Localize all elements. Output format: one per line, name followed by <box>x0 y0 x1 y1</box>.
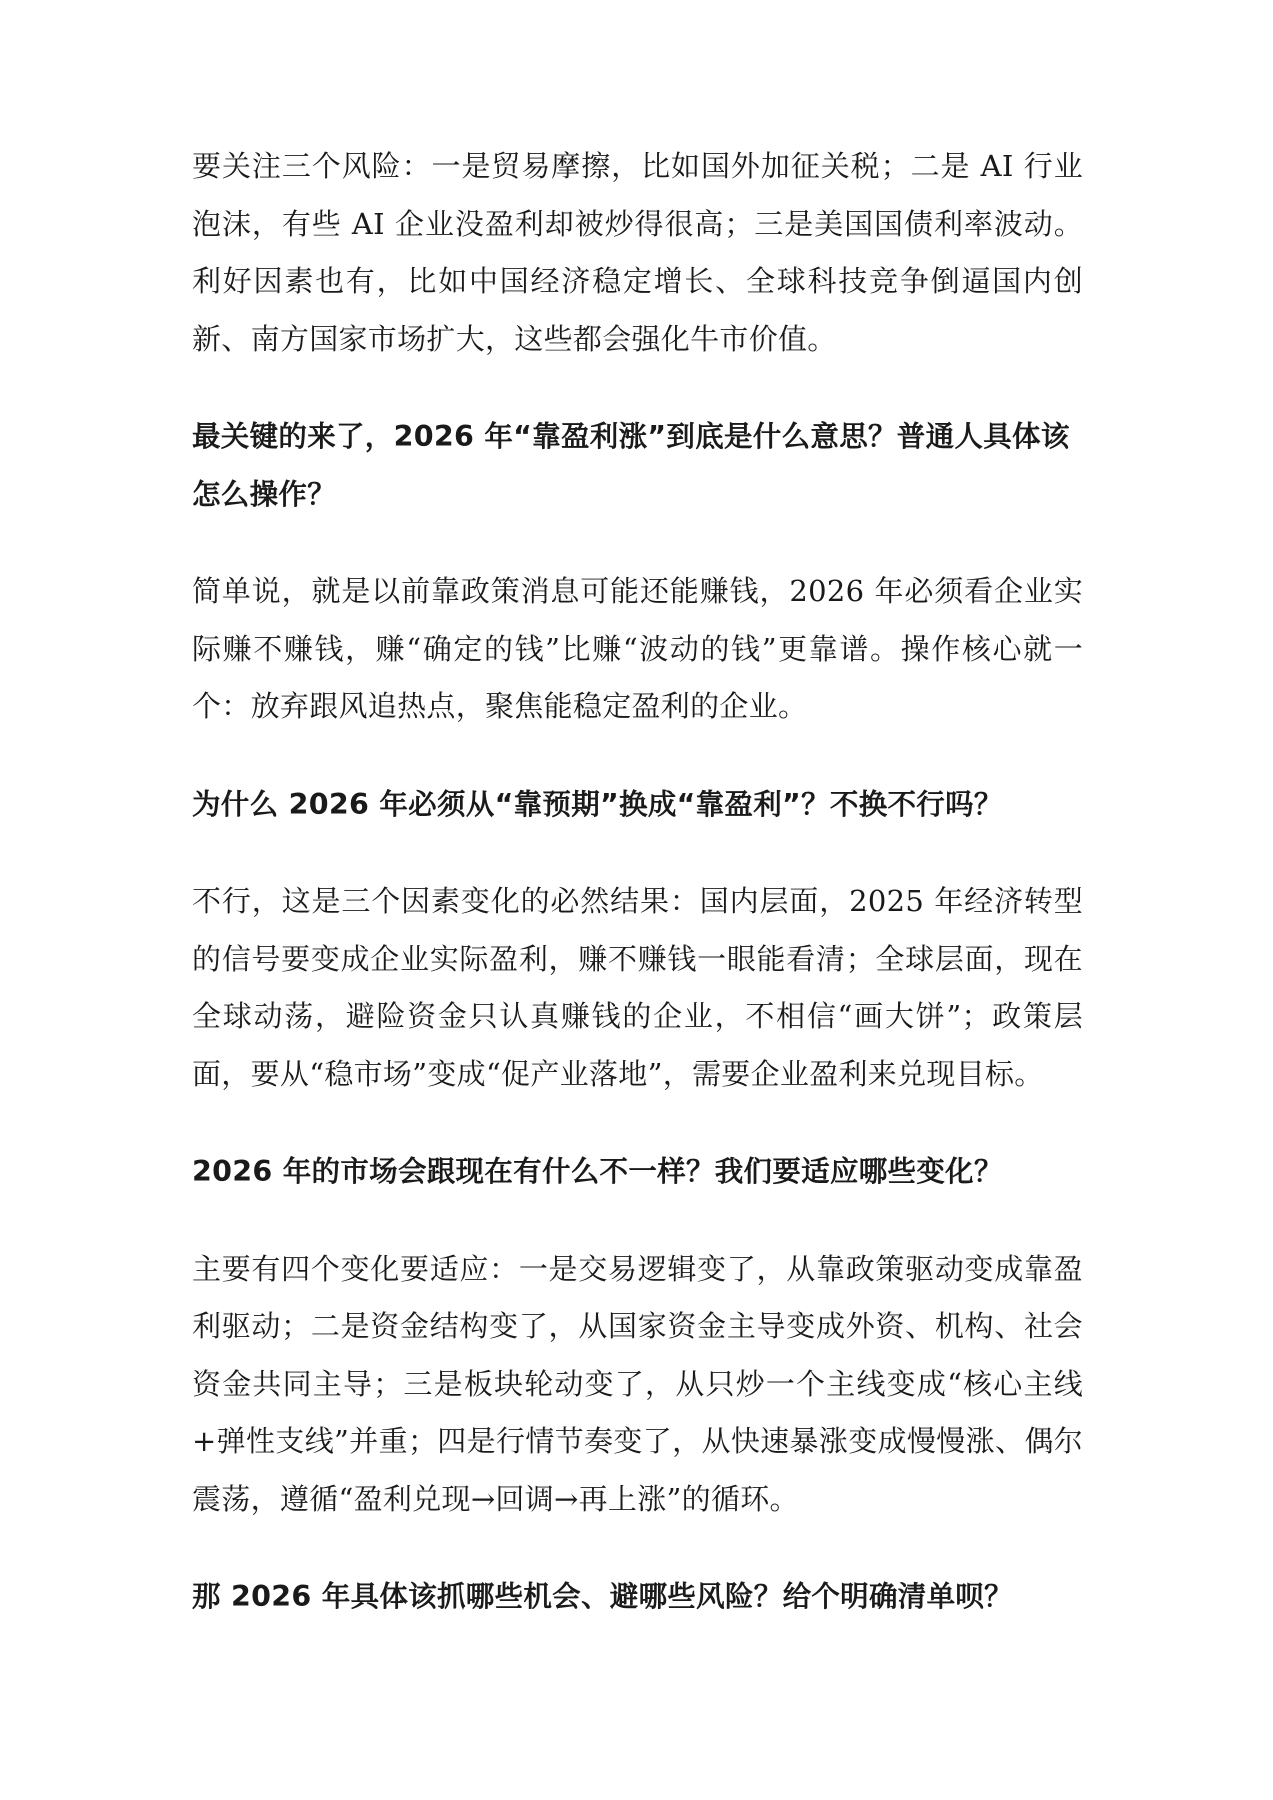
question-heading-2: 为什么 2026 年必须从“靠预期”换成“靠盈利”？不换不行吗？ <box>192 787 1003 821</box>
answer-paragraph-3: 主要有四个变化要适应：一是交易逻辑变了，从靠政策驱动变成靠盈利驱动；二是资金结构变了，从国家资金主导变成外资、机构、社会资金共同主导；三是板块轮动变了，从只炒一个主线变成“核心主线+弹性支线”并重；四是行情节奏变了，从快速暴涨变成慢慢涨、偶尔震荡，遵循“盈利兑现→回调→再上涨”的循环。 <box>192 1251 1083 1516</box>
question-heading-4: 那 2026 年具体该抓哪些机会、避哪些风险？给个明确清单呗？ <box>192 1580 1013 1613</box>
answer-paragraph-1: 简单说，就是以前靠政策消息可能还能赚钱，2026 年必须看企业实际赚不赚钱，赚“确定的钱”比赚“波动的钱”更靠谱。操作核心就一个：放弃跟风追热点，聚焦能稳定盈利的企业。 <box>192 574 1083 723</box>
question-heading-1: 最关键的来了，2026 年“靠盈利涨”到底是什么意思？普通人具体该怎么操作？ <box>192 420 1070 511</box>
paragraph-risks: 要关注三个风险：一是贸易摩擦，比如国外加征关税；二是 AI 行业泡沫，有些 AI 企业没盈利却被炒得很高；三是美国国债利率波动。利好因素也有，比如中国经济稳定增长、全球科技竞争倒逼国内创新、南方国家市场扩大，这些都会强化牛市价值。 <box>192 149 1083 356</box>
question-heading-3: 2026 年的市场会跟现在有什么不一样？我们要适应哪些变化？ <box>192 1155 1003 1188</box>
answer-paragraph-2: 不行，这是三个因素变化的必然结果：国内层面，2025 年经济转型的信号要变成企业实际盈利，赚不赚钱一眼能看清；全球层面，现在全球动荡，避险资金只认真赚钱的企业，不相信“画大饼”；政策层面，要从“稳市场”变成“促产业落地”，需要企业盈利来兑现目标。 <box>192 884 1083 1091</box>
